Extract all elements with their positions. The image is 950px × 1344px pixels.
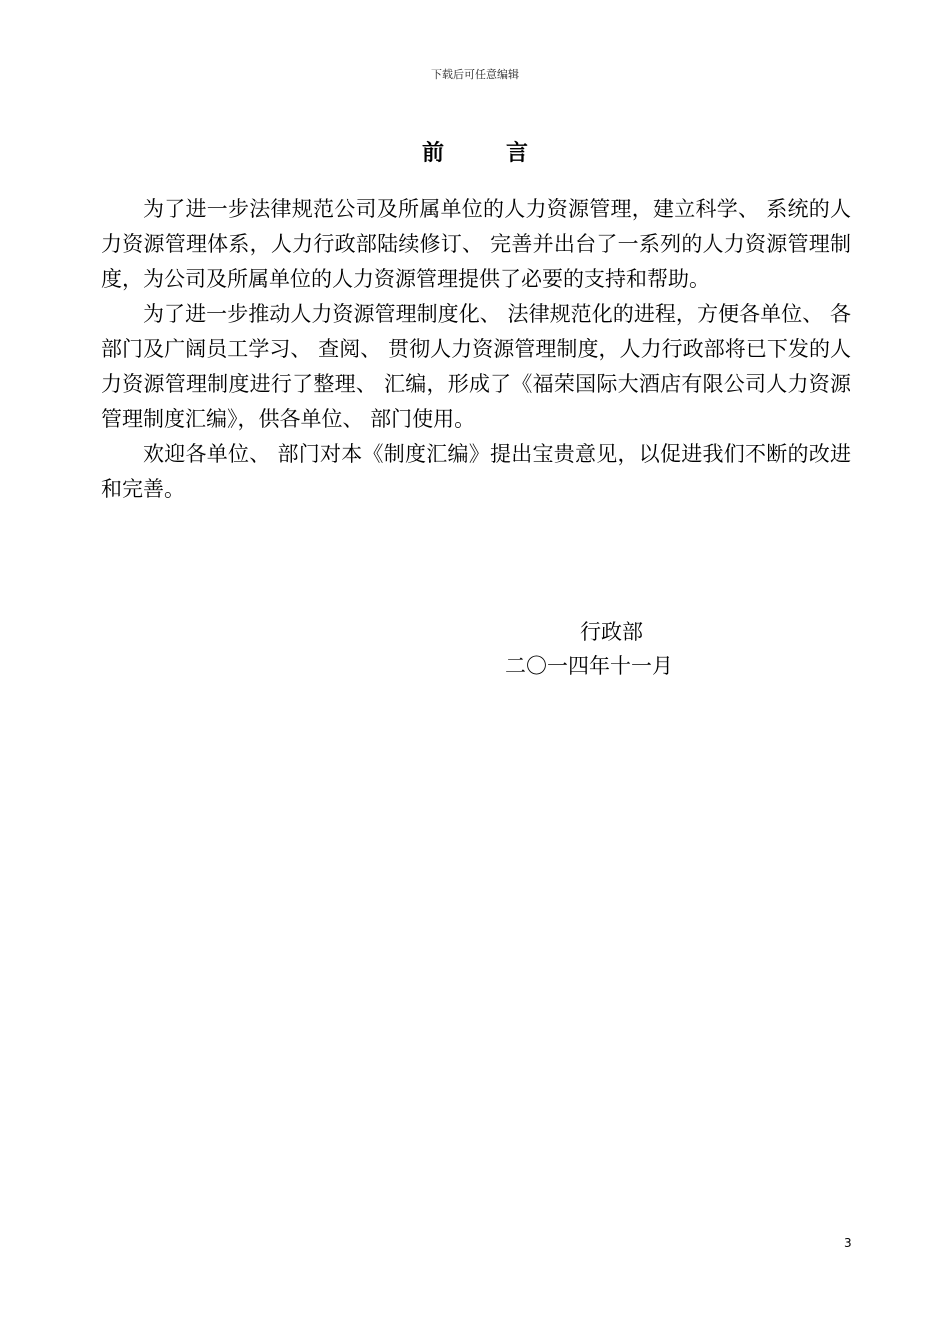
paragraph-2: 为了进一步推动人力资源管理制度化、 法律规范化的进程，方便各单位、 各部门及广阔员工学习、 查阅、 贯彻人力资源管理制度，人力行政部将已下发的人力资源管理制度进行了整理、 汇编，形成了《福荣国际大酒店有限公司人力资源管理制度汇编》，供各单位、 部门使用。 <box>101 302 851 431</box>
paragraph-1: 为了进一步法律规范公司及所属单位的人力资源管理，建立科学、 系统的人力资源管理体系，人力行政部陆续修订、 完善并出台了一系列的人力资源管理制度，为公司及所属单位的人力资源管理提供了必要的支持和帮助。 <box>101 197 851 291</box>
paragraph-3: 欢迎各单位、 部门对本《制度汇编》提出宝贵意见，以促进我们不断的改进和完善。 <box>101 442 851 501</box>
document-title: 前言 <box>421 141 590 166</box>
page-header-note: 下载后可任意编辑 <box>431 68 519 81</box>
signature-date: 二〇一四年十一月 <box>505 654 673 678</box>
signature-department: 行政部 <box>580 620 643 644</box>
preface-body <box>101 192 851 507</box>
page-number: 3 <box>844 1236 852 1250</box>
